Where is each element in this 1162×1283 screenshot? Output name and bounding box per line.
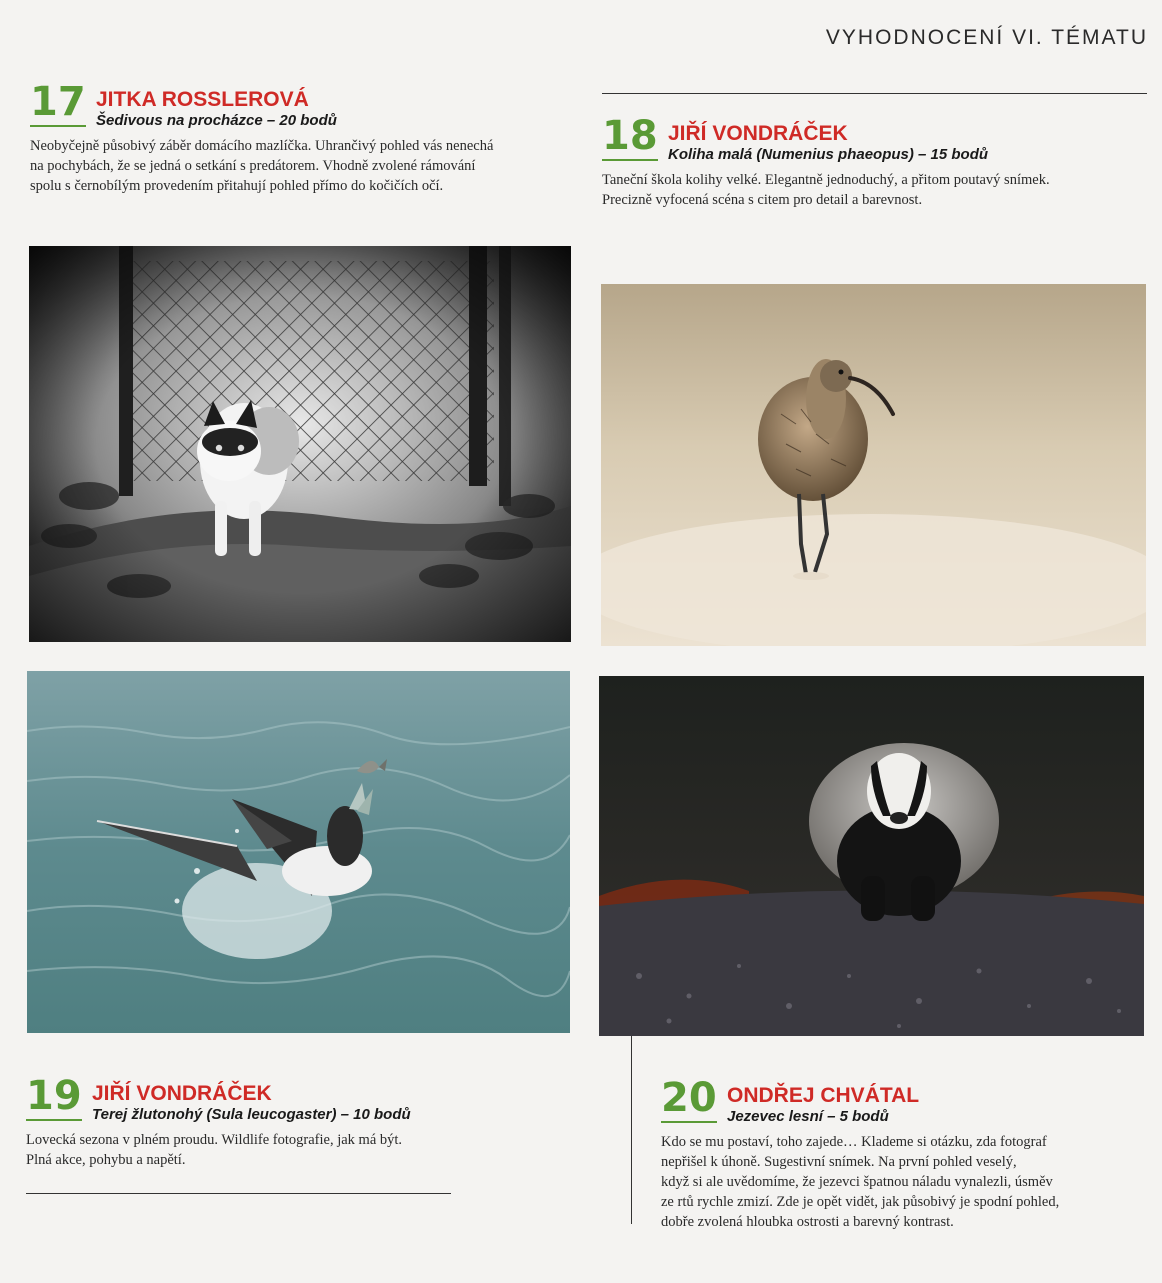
description-line: nepřišel k úhoně. Sugestivní snímek. Na první pohled veselý,: [661, 1154, 1017, 1170]
entry-description: [30, 136, 575, 196]
bleed-through-text: [36, 30, 47, 75]
description-line: Lovecká sezona v plném proudu. Wildlife fotografie, jak má být.: [26, 1132, 403, 1148]
cat-photo: [29, 246, 571, 642]
entry-17: [30, 79, 575, 196]
entry-20: [661, 1075, 1141, 1232]
booby-photo: [27, 671, 570, 1033]
description-line: na pochybách, že se jedná o setkání s predátorem. Vhodně zvolené rámování: [30, 158, 476, 174]
entry-rank: 17: [30, 79, 86, 125]
section-title: VYHODNOCENÍ VI. TÉMATU: [825, 26, 1148, 49]
entry-author: JIŘÍ VONDRÁČEK: [668, 122, 848, 145]
entry-rank: 20: [661, 1075, 717, 1121]
description-line: Taneční škola kolihy velké. Elegantně jednoduchý, a přitom poutavý snímek.: [602, 172, 1050, 188]
description-line: ze rtů rychle zmizí. Zde je opět vidět, jak působivý je spodní pohled,: [661, 1194, 1060, 1210]
entry-18: [602, 113, 1147, 210]
entry-description: [661, 1132, 1141, 1232]
description-line: Precizně vyfocená scéna s citem pro detail a barevnost.: [602, 192, 923, 208]
entry-author: JIŘÍ VONDRÁČEK: [92, 1082, 272, 1105]
description-line: Kdo se mu postaví, toho zajede… Klademe si otázku, zda fotograf: [661, 1134, 1047, 1150]
entry-description: [602, 170, 1147, 210]
entry-author: ONDŘEJ CHVÁTAL: [727, 1084, 920, 1107]
entry-title: Šedivous na procházce – 20 bodů: [96, 112, 337, 129]
entry-19: [26, 1073, 546, 1170]
entry-title: Jezevec lesní – 5 bodů: [727, 1108, 889, 1125]
divider-top-right: [602, 93, 1147, 94]
description-line: Neobyčejně působivý záběr domácího mazlíčka. Uhrančivý pohled vás nenechá: [30, 138, 494, 154]
badger-photo: [599, 676, 1144, 1036]
description-line: dobře zvolená hloubka ostrosti a barevný kontrast.: [661, 1214, 954, 1230]
entry-description: [26, 1130, 546, 1170]
divider-bottom-left: [26, 1193, 451, 1194]
entry-rank: 18: [602, 113, 658, 159]
entry-title: Koliha malá (Numenius phaeopus) – 15 bodů: [668, 146, 989, 163]
divider-vertical: [631, 1036, 632, 1224]
entry-author: JITKA ROSSLEROVÁ: [96, 88, 309, 111]
description-line: když si ale uvědomíme, že jezevci špatnou náladu vynalezli, úsměv: [661, 1174, 1053, 1190]
curlew-photo: [601, 284, 1146, 646]
description-line: spolu s černobílým provedením přitahují pohled přímo do kočičích očí.: [30, 178, 444, 194]
description-line: Plná akce, pohybu a napětí.: [26, 1152, 186, 1168]
entry-title: Terej žlutonohý (Sula leucogaster) – 10 bodů: [92, 1106, 411, 1123]
entry-rank: 19: [26, 1073, 82, 1119]
